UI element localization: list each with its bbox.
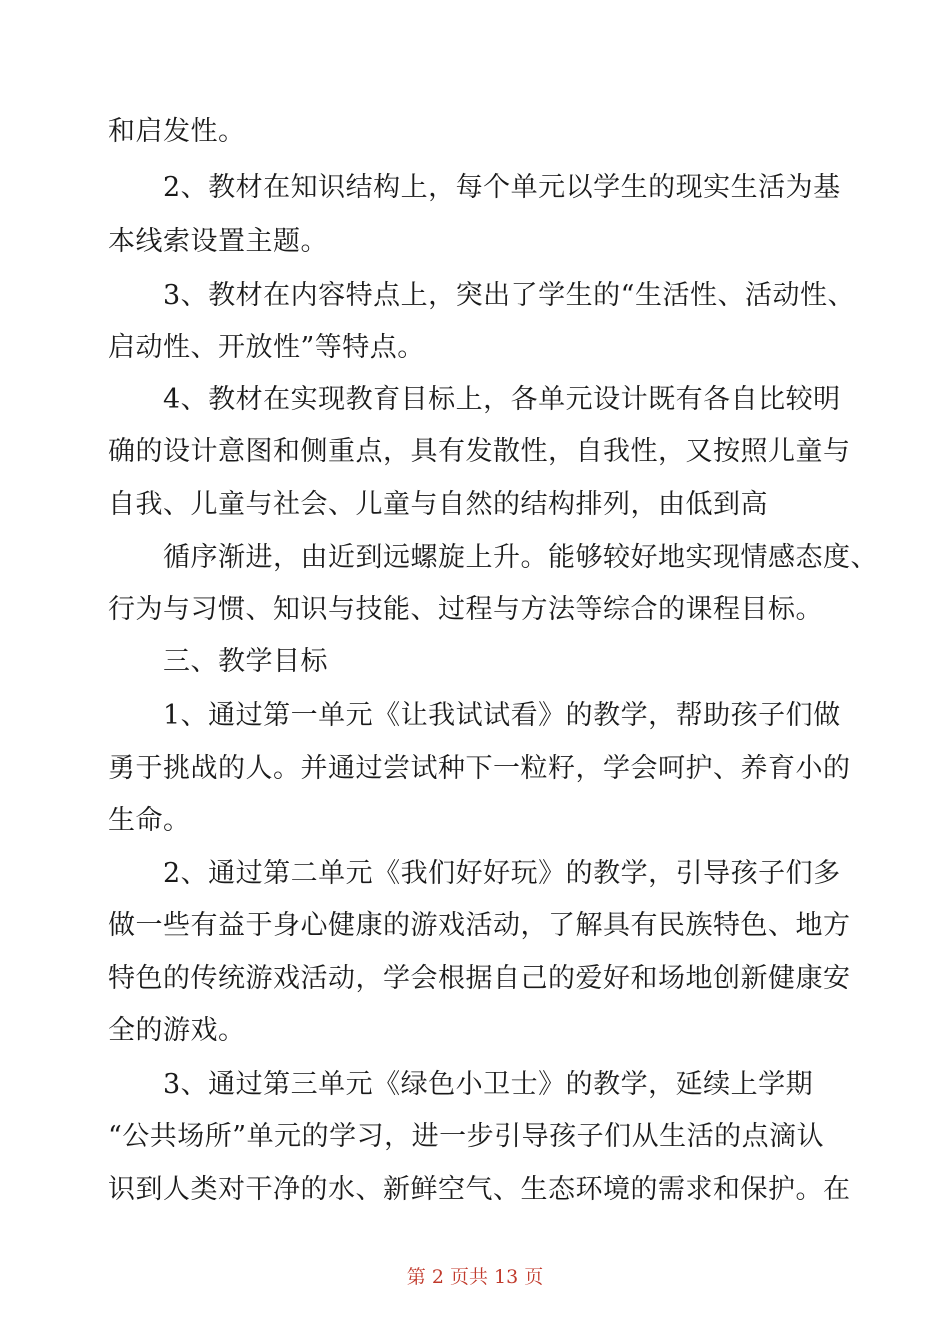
text-line: 自我、儿童与社会、儿童与自然的结构排列，由低到高 xyxy=(108,489,768,520)
text-line: 循序渐进，由近到远螺旋上升。能够较好地实现情感态度、 xyxy=(108,542,878,573)
text-line: 全的游戏。 xyxy=(108,1015,246,1046)
text-line: “公共场所”单元的学习，进一步引导孩子们从生活的点滴认 xyxy=(108,1121,825,1152)
text-line: 1、通过第一单元《让我试试看》的教学，帮助孩子们做 xyxy=(108,700,841,731)
text-line: 2、教材在知识结构上，每个单元以学生的现实生活为基 xyxy=(108,172,841,203)
text-line: 和启发性。 xyxy=(108,116,246,147)
text-line: 识到人类对干净的水、新鲜空气、生态环境的需求和保护。在 xyxy=(108,1174,851,1205)
text-line: 4、教材在实现教育目标上，各单元设计既有各自比较明 xyxy=(108,384,841,415)
text-line: 做一些有益于身心健康的游戏活动，了解具有民族特色、地方 xyxy=(108,910,851,941)
text-line: 行为与习惯、知识与技能、过程与方法等综合的课程目标。 xyxy=(108,594,823,625)
text-line: 勇于挑战的人。并通过尝试种下一粒籽，学会呵护、养育小的 xyxy=(108,753,851,784)
section-heading: 三、教学目标 xyxy=(108,646,328,677)
text-line: 确的设计意图和侧重点，具有发散性，自我性，又按照儿童与 xyxy=(108,436,851,467)
text-line: 特色的传统游戏活动，学会根据自己的爱好和场地创新健康安 xyxy=(108,963,851,994)
text-line: 3、教材在内容特点上，突出了学生的“生活性、活动性、 xyxy=(108,280,855,311)
text-line: 3、通过第三单元《绿色小卫士》的教学，延续上学期 xyxy=(108,1069,814,1100)
text-line: 2、通过第二单元《我们好好玩》的教学，引导孩子们多 xyxy=(108,858,841,889)
text-line: 本线索设置主题。 xyxy=(108,226,328,257)
text-line: 生命。 xyxy=(108,805,191,836)
page-footer: 第 2 页共 13 页 xyxy=(406,1266,544,1288)
text-line: 启动性、开放性”等特点。 xyxy=(108,332,425,363)
